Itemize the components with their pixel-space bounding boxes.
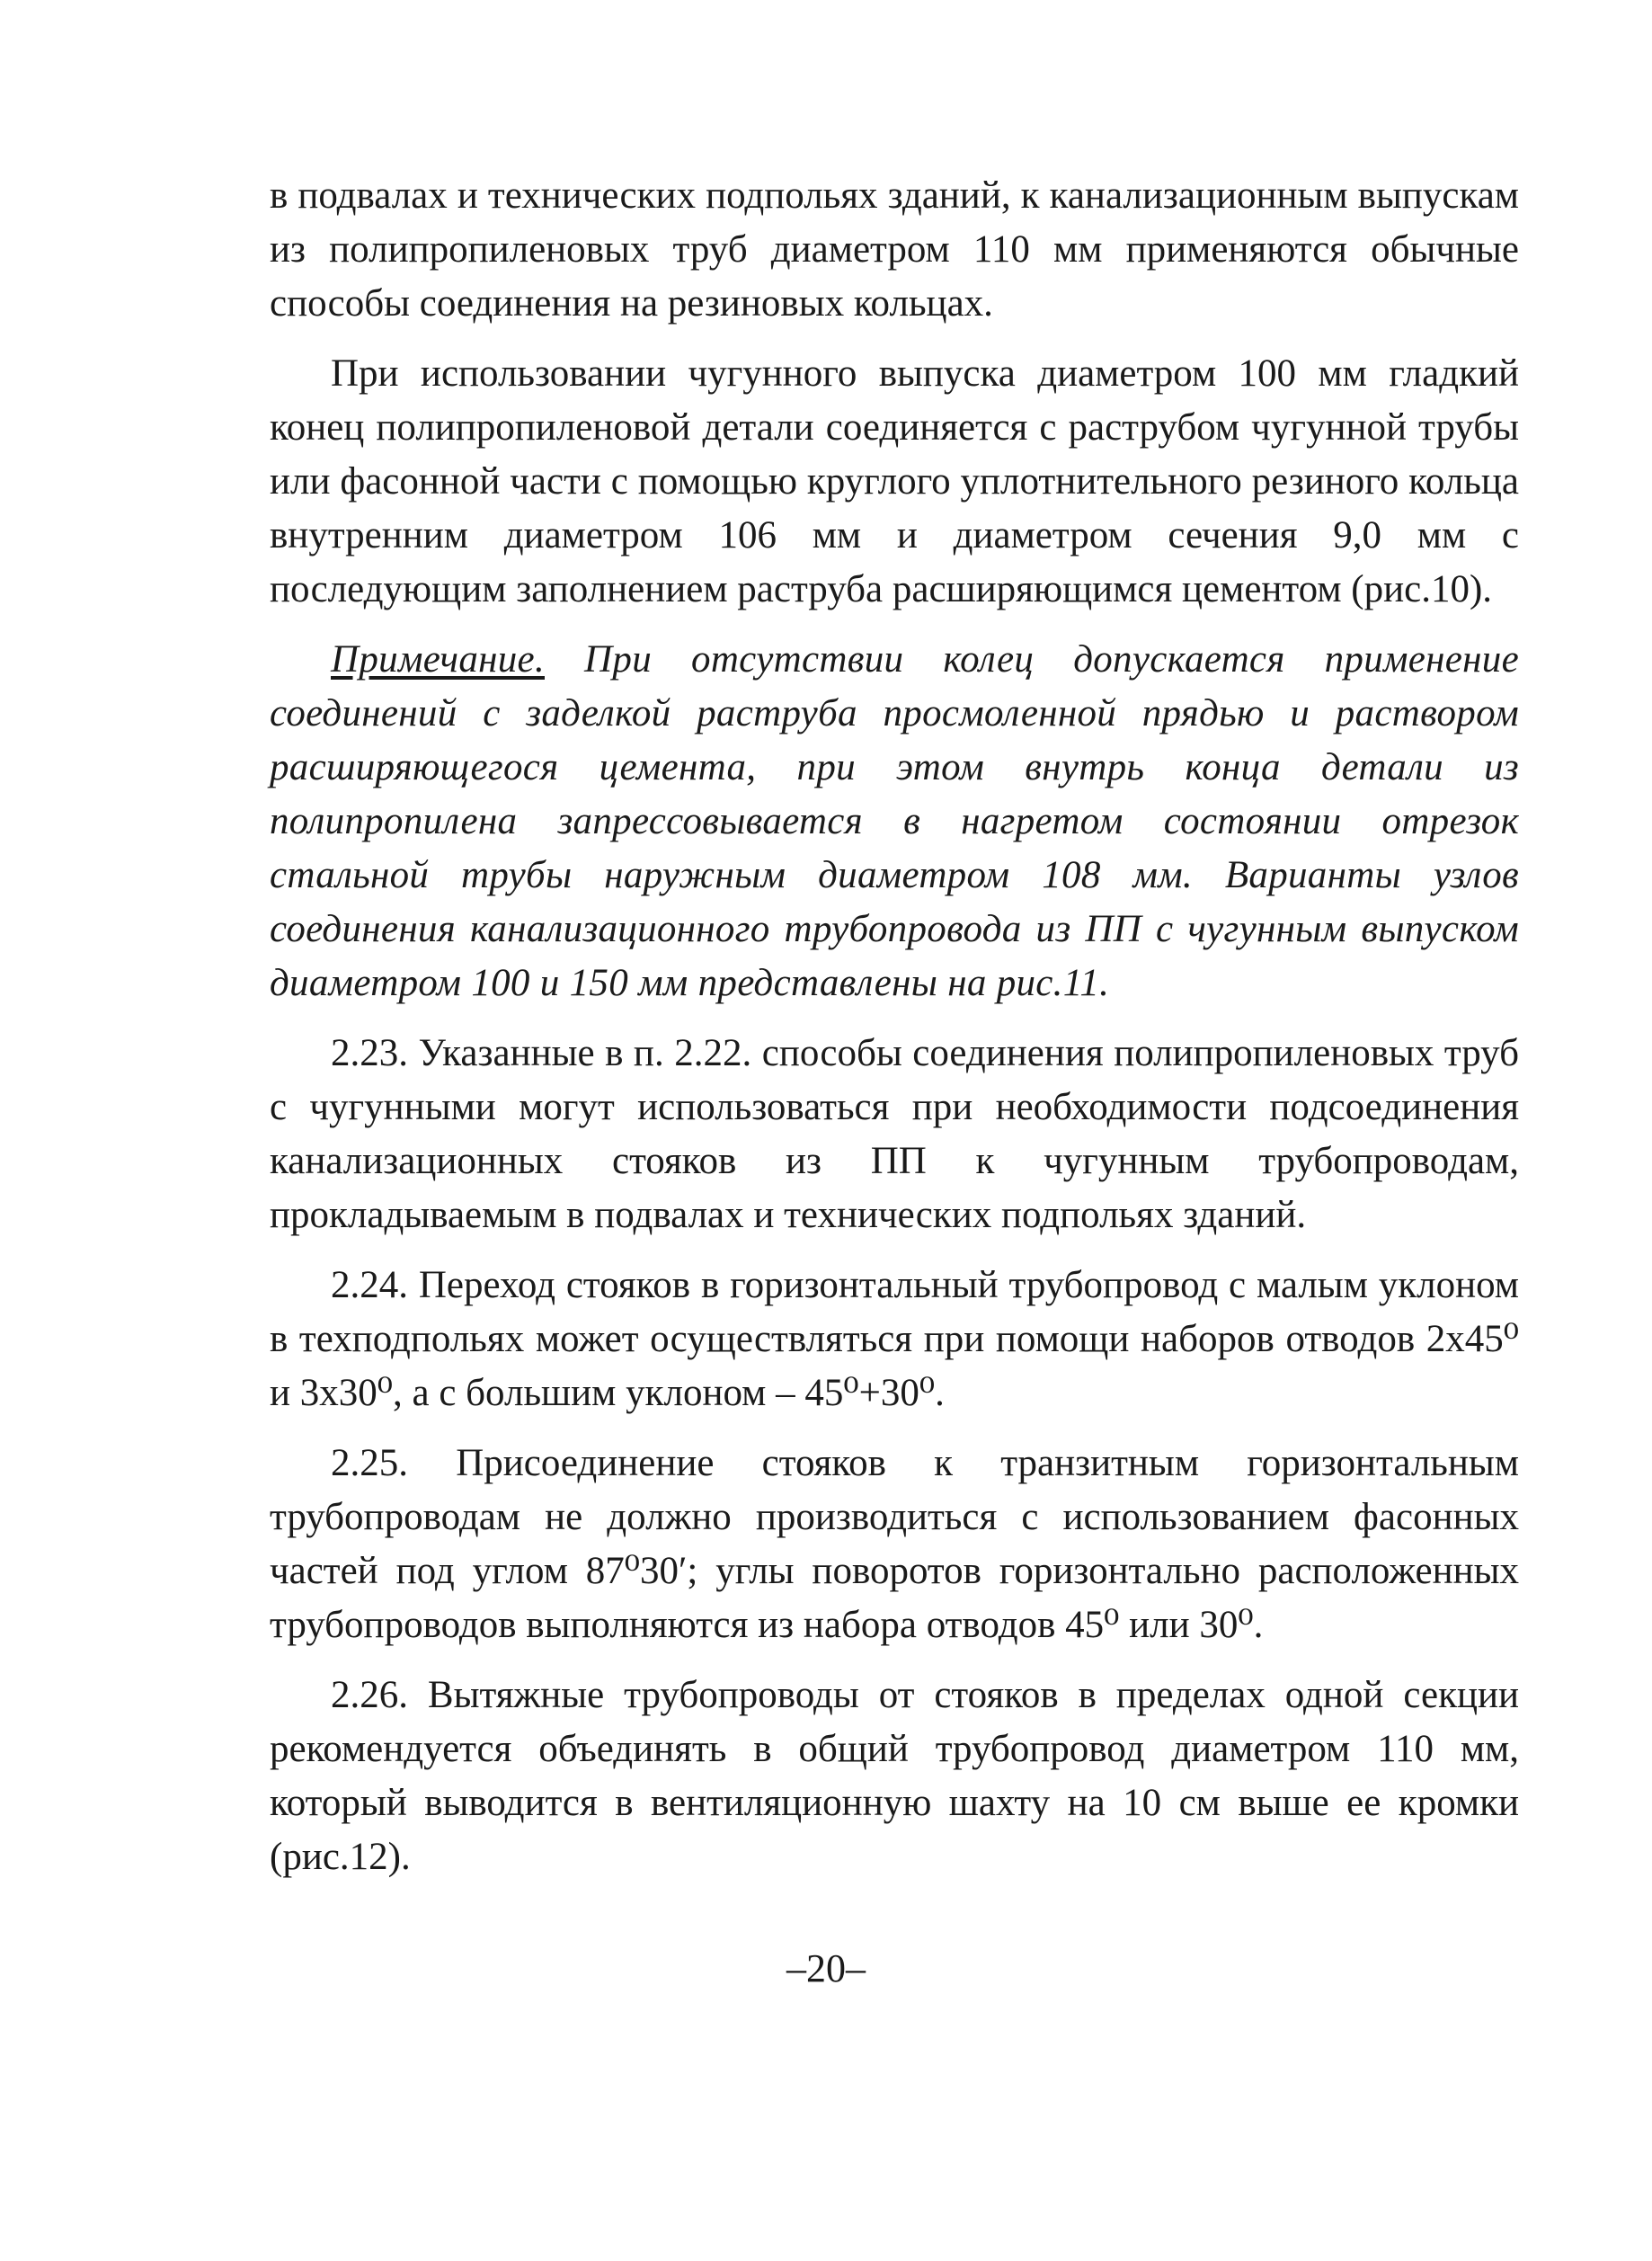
paragraph-2-26: 2.26. Вытяжные трубопроводы от стояков в пределах одной секции рекомендуется объединять в общий трубопровод диаметром 110 мм, который выводится в вентиляционную шахту на 10 см выше ее кромки (рис.12).	[270, 1674, 1519, 1878]
note-paragraph	[270, 633, 1519, 1010]
paragraph-2-25: 2.25. Присоединение стояков к транзитным горизонтальным трубопроводам не должно производиться с использованием фасонных частей под углом 87⁰30′; углы поворотов горизонтально расположенных трубопроводов выполняются из набора отводов 45⁰ или 30⁰.	[270, 1442, 1519, 1646]
paragraph-continuation: в подвалах и технических подпольях зданий, к канализационным выпускам из полипропиленовых труб диаметром 110 мм применяются обычные способы соединения на резиновых кольцах.	[270, 174, 1519, 325]
paragraph-2-23: 2.23. Указанные в п. 2.22. способы соединения полипропиленовых труб с чугунными могут использоваться при необходимости подсоединения канализационных стояков из ПП к чугунным трубопроводам, прокладываемым в подвалах и технических подпольях зданий.	[270, 1032, 1519, 1236]
paragraph-2-24: 2.24. Переход стояков в горизонтальный трубопровод с малым уклоном в техподпольях может осуществляться при помощи наборов отводов 2х45⁰ и 3х30⁰, а с большим уклоном – 45⁰+30⁰.	[270, 1264, 1519, 1414]
note-text: При отсутствии колец допускается применение соединений с заделкой раструба просмоленной прядью и раствором расширяющегося цемента, при этом внутрь конца детали из полипропилена запрессовывается в нагретом состоянии отрезок стальной трубы наружным диаметром 108 мм. Варианты узлов соединения канализационного трубопровода из ПП с чугунным выпуском диаметром 100 и 150 мм представлены на рис.11.	[270, 638, 1519, 1004]
body-text	[270, 169, 1519, 1900]
page-number: –20–	[786, 1946, 866, 1990]
paragraph-cast-iron-outlet: При использовании чугунного выпуска диаметром 100 мм гладкий конец полипропиленовой детали соединяется с раструбом чугунной трубы или фасонной части с помощью круглого уплотнительного резиного кольца внутренним диаметром 106 мм и диаметром сечения 9,0 мм с последующим заполнением раструба расширяющимся цементом (рис.10).	[270, 352, 1519, 610]
note-label: Примечание.	[331, 638, 545, 681]
